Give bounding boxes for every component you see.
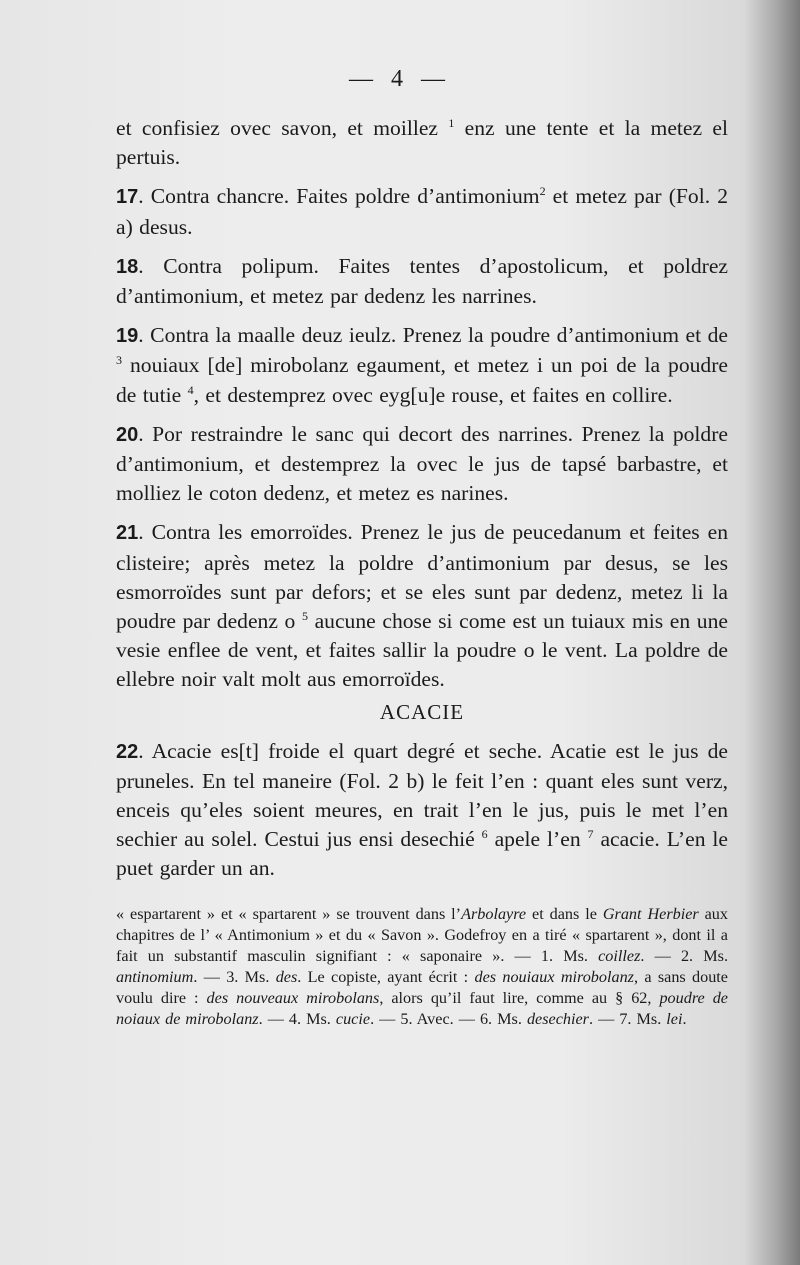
note-italic: Grant Herbier bbox=[602, 904, 699, 923]
entry-21 bbox=[116, 518, 728, 694]
note-italic: poudre de noiaux de mirobolanz bbox=[116, 988, 728, 1028]
text-run: nouiaux [de] mirobolanz egaument, et metez i un poi de la poudre de tutie bbox=[116, 353, 728, 407]
footnote-ref: 3 bbox=[116, 353, 122, 368]
text-run: et metez par (Fol. 2 a) desus. bbox=[116, 184, 729, 239]
text-run: aucune chose si come est un tuiaux mis en une vesie enflee de vent, et faites sallir la poudre o le vent. La poldre de ellebre noir valt molt aus emorroïdes. bbox=[116, 609, 728, 692]
note-italic: des nouiaux mirobolanz bbox=[474, 967, 634, 986]
note-text: et dans le bbox=[526, 904, 603, 923]
entry-20 bbox=[116, 420, 728, 509]
footnote-ref: 1 bbox=[448, 116, 455, 130]
footnote-ref: 5 bbox=[301, 609, 308, 624]
note-italic: desechier bbox=[526, 1009, 589, 1028]
note-italic: coillez bbox=[598, 946, 641, 965]
text-run: . Contra la maalle deuz ieulz. Prenez la poudre d’antimonium et de bbox=[138, 323, 728, 348]
note-text: . Le copiste, ayant écrit : bbox=[297, 967, 475, 986]
text-run: . Contra polipum. Faites tentes d’apostolicum, et poldrez d’antimonium, et metez par dedenz les narrines. bbox=[116, 253, 728, 309]
entry-19 bbox=[116, 321, 728, 410]
entry-number: 22 bbox=[116, 740, 139, 763]
footnote-ref: 4 bbox=[187, 382, 194, 397]
entry-number: 19 bbox=[116, 325, 139, 348]
entry-number: 20 bbox=[116, 423, 139, 446]
page-number: — 4 — bbox=[349, 66, 451, 92]
note-italic: cucie bbox=[335, 1009, 371, 1028]
note-italic: des nouveaux mirobolans bbox=[206, 988, 380, 1007]
text-run: acacie. L’en le puet garder un an. bbox=[116, 827, 728, 881]
text-run: . Acacie es[t] froide el quart degré et seche. Acatie est le jus de pruneles. En tel maneire (Fol. 2 b) le feit l’en : quant eles sunt verz, enceis qu’eles soient meures, en trait l’en le jus, puis le met l’en sechier au solel. Cestui jus ensi desechié bbox=[116, 738, 728, 852]
text-run: , et destemprez ovec eyg[u]e rouse, et faites en collire. bbox=[193, 382, 673, 407]
note-italic: des bbox=[275, 967, 298, 986]
note-text: . bbox=[682, 1009, 687, 1028]
entry-number: 17 bbox=[116, 186, 139, 209]
note-italic: lei bbox=[666, 1009, 683, 1028]
text-run: . Contra les emorroïdes. Prenez le jus de peucedanum et feites en clisteire; après metez la poldre d’antimonium par desus, se les esmorroïdes sunt par defors; et se eles sunt par dedenz, metez li la poudre par dedenz o bbox=[116, 520, 728, 634]
main-text bbox=[116, 114, 728, 1030]
footnote-ref: 6 bbox=[481, 827, 488, 842]
continuation-paragraph bbox=[116, 114, 728, 172]
text-run: et confisiez ovec savon, et moillez bbox=[116, 116, 449, 140]
note-text: , a sans doute voulu dire : bbox=[116, 967, 728, 1007]
footnotes bbox=[116, 904, 728, 1030]
section-heading: ACACIE bbox=[379, 699, 465, 724]
footnote-ref: 7 bbox=[587, 827, 594, 842]
note-italic: antinomium bbox=[116, 967, 194, 986]
entry-17 bbox=[116, 182, 728, 241]
note-text: , alors qu’il faut lire, comme au § 62, bbox=[379, 988, 660, 1007]
text-run: . Por restraindre le sanc qui decort des narrines. Prenez la poldre d’antimonium, et destemprez la ovec le jus de tapsé barbastre, et molliez le coton dedenz, et metez es narines. bbox=[116, 421, 728, 506]
note-text: . — 2. Ms. bbox=[640, 946, 728, 965]
entry-number: 18 bbox=[116, 255, 139, 278]
text-run: enz une tente et la metez el pertuis. bbox=[116, 116, 728, 170]
entry-22 bbox=[116, 737, 728, 884]
entry-number: 21 bbox=[116, 522, 139, 545]
note-text: « espartarent » et « spartarent » se trouvent dans l’ bbox=[116, 904, 462, 923]
note-text: . — 5. Avec. — 6. Ms. bbox=[370, 1009, 527, 1028]
entry-18 bbox=[116, 252, 728, 311]
note-text: . — 7. Ms. bbox=[588, 1009, 667, 1028]
text-run: apele l’en bbox=[487, 827, 588, 852]
footnote-ref: 2 bbox=[539, 184, 546, 199]
note-text: aux chapitres de l’ « Antimonium » et du « Savon ». Godefroy en a tiré « spartarent », dont il a fait un substantif masculin signifiant : « saponaire ». — 1. Ms. bbox=[116, 904, 728, 965]
note-text: . — 4. Ms. bbox=[258, 1009, 336, 1028]
note-italic: Arbolayre bbox=[461, 904, 527, 923]
text-run: . Contra chancre. Faites poldre d’antimonium bbox=[138, 184, 540, 209]
note-text: . — 3. Ms. bbox=[193, 967, 276, 986]
